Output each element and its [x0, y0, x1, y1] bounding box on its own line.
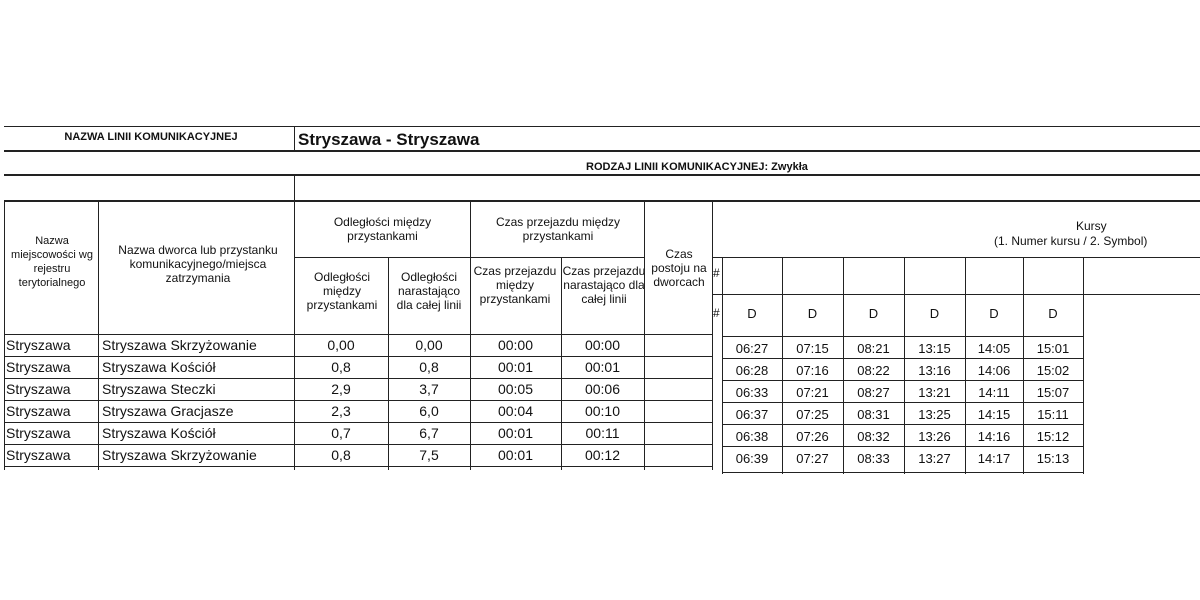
cell-cumulative-distance: 0,8: [419, 359, 439, 375]
cell-departure-time: 15:02: [1036, 363, 1070, 378]
cell-departure-time: 07:15: [796, 341, 829, 356]
grid-line: [904, 257, 905, 474]
header-stop: Nazwa dworca lub przystanku komunikacyjnego/miejsca zatrzymania: [118, 243, 278, 285]
cell-cumulative-time: 00:11: [585, 425, 620, 441]
grid-line: [4, 356, 712, 357]
grid-line: [4, 466, 712, 467]
cell-departure-time: 08:33: [857, 451, 890, 466]
cell-departure-time: 07:16: [796, 363, 829, 378]
cell-departure-time: 13:15: [918, 341, 951, 356]
cell-departure-time: 15:07: [1036, 385, 1070, 400]
cell-departure-time: 06:37: [735, 407, 769, 422]
grid-line: [294, 257, 644, 258]
grid-line: [712, 257, 1200, 258]
cell-cumulative-time: 00:10: [584, 403, 621, 419]
cell-cumulative-time: 00:01: [584, 359, 621, 375]
cell-departure-time: 14:17: [977, 451, 1011, 466]
cell-locality: Stryszawa: [6, 403, 71, 419]
grid-line: [965, 257, 966, 474]
course-symbol: D: [868, 306, 879, 321]
grid-line: [722, 446, 1083, 447]
grid-line: [4, 422, 712, 423]
courses-title: Kursy: [1076, 219, 1107, 233]
header-stop-time: Czas postoju na dworcach: [651, 247, 707, 289]
header-distances: Odległości między przystankami: [333, 215, 432, 243]
cell-departure-time: 07:25: [796, 407, 829, 422]
course-symbol: D: [807, 306, 818, 321]
hash-mark-1: #: [713, 266, 720, 280]
header-time-cumulative: Czas przejazdu narastająco dla całej linii: [562, 264, 646, 306]
header-dist-between: Odległości między przystankami: [306, 270, 378, 312]
cell-departure-time: 06:27: [735, 341, 769, 356]
cell-travel-time: 00:00: [497, 337, 534, 353]
cell-departure-time: 06:39: [735, 451, 769, 466]
grid-line: [4, 334, 712, 335]
cell-locality: Stryszawa: [6, 425, 71, 441]
cell-departure-time: 07:21: [796, 385, 829, 400]
grid-line: [561, 257, 562, 470]
cell-departure-time: 13:25: [918, 407, 951, 422]
grid-line: [722, 424, 1083, 425]
grid-line: [644, 200, 645, 470]
cell-travel-time: 00:05: [497, 381, 534, 397]
cell-distance: 0,00: [327, 337, 355, 353]
grid-line: [782, 257, 783, 474]
grid-line: [294, 200, 295, 470]
grid-line: [4, 150, 1200, 152]
cell-cumulative-distance: 3,7: [419, 381, 439, 397]
cell-cumulative-distance: 0,00: [415, 337, 443, 353]
cell-stop: Stryszawa Kościół: [102, 359, 216, 375]
grid-line: [294, 126, 295, 150]
header-dist-cumulative: Odległości narastająco dla całej linii: [396, 270, 462, 312]
grid-line: [1023, 257, 1024, 474]
cell-distance: 2,9: [331, 381, 351, 397]
cell-locality: Stryszawa: [6, 337, 71, 353]
cell-cumulative-distance: 6,0: [419, 403, 439, 419]
cell-departure-time: 07:27: [796, 451, 829, 466]
grid-line: [4, 400, 712, 401]
cell-distance: 0,8: [331, 359, 351, 375]
grid-line: [722, 257, 723, 474]
cell-locality: Stryszawa: [6, 359, 71, 375]
cell-travel-time: 00:04: [497, 403, 534, 419]
cell-stop: Stryszawa Gracjasze: [102, 403, 234, 419]
grid-line: [722, 358, 1083, 359]
cell-departure-time: 08:32: [857, 429, 890, 444]
grid-line: [722, 380, 1083, 381]
grid-line: [4, 126, 1200, 127]
cell-departure-time: 15:01: [1036, 341, 1070, 356]
line-name-value: Stryszawa - Stryszawa: [298, 130, 480, 149]
grid-line: [722, 402, 1083, 403]
grid-line: [843, 257, 844, 474]
grid-line: [722, 336, 1083, 337]
grid-line: [98, 200, 99, 470]
cell-departure-time: 13:21: [918, 385, 951, 400]
cell-departure-time: 07:26: [796, 429, 829, 444]
cell-departure-time: 06:33: [735, 385, 769, 400]
cell-stop: Stryszawa Steczki: [102, 381, 216, 397]
cell-departure-time: 14:16: [977, 429, 1011, 444]
grid-line: [722, 472, 1083, 473]
cell-cumulative-time: 00:06: [584, 381, 621, 397]
cell-stop: Stryszawa Skrzyżowanie: [102, 337, 257, 353]
grid-line: [712, 200, 713, 470]
header-locality: Nazwa miejscowości wg rejestru terytorialnego: [11, 235, 93, 289]
cell-locality: Stryszawa: [6, 447, 71, 463]
line-name-label: NAZWA LINII KOMUNIKACYJNEJ: [64, 131, 238, 143]
cell-departure-time: 14:06: [977, 363, 1011, 378]
grid-line: [1083, 257, 1084, 474]
course-symbol: D: [1048, 306, 1058, 321]
cell-distance: 2,3: [331, 403, 351, 419]
cell-departure-time: 14:11: [978, 385, 1010, 400]
header-time-between: Czas przejazdu między przystankami: [473, 264, 557, 306]
cell-cumulative-distance: 7,5: [419, 447, 439, 463]
cell-departure-time: 15:13: [1036, 451, 1070, 466]
line-type-label: RODZAJ LINII KOMUNIKACYJNEJ: Zwykła: [586, 161, 808, 173]
cell-departure-time: 06:38: [735, 429, 769, 444]
hash-mark-2: #: [713, 306, 720, 320]
grid-line: [470, 200, 471, 470]
courses-subtitle: (1. Numer kursu / 2. Symbol): [994, 234, 1148, 248]
cell-departure-time: 13:26: [918, 429, 951, 444]
grid-line: [4, 378, 712, 379]
cell-departure-time: 14:05: [977, 341, 1011, 356]
cell-departure-time: 15:12: [1036, 429, 1070, 444]
cell-departure-time: 08:21: [857, 341, 890, 356]
cell-departure-time: 13:27: [918, 451, 951, 466]
cell-departure-time: 06:28: [735, 363, 769, 378]
cell-departure-time: 08:27: [857, 385, 890, 400]
grid-line: [4, 174, 1200, 176]
grid-line: [388, 257, 389, 470]
cell-distance: 0,7: [331, 425, 351, 441]
cell-departure-time: 15:11: [1037, 407, 1069, 422]
grid-line: [712, 294, 1200, 295]
header-travel-time: Czas przejazdu między przystankami: [495, 215, 621, 243]
cell-travel-time: 00:01: [497, 359, 534, 375]
cell-departure-time: 14:15: [977, 407, 1011, 422]
course-symbol: D: [929, 306, 940, 321]
grid-line: [4, 200, 5, 470]
grid-line: [4, 200, 1200, 202]
grid-line: [4, 444, 712, 445]
cell-cumulative-time: 00:12: [584, 447, 621, 463]
course-symbol: D: [747, 306, 757, 321]
cell-departure-time: 08:22: [857, 363, 890, 378]
cell-locality: Stryszawa: [6, 381, 71, 397]
cell-departure-time: 13:16: [918, 363, 951, 378]
course-symbol: D: [989, 306, 999, 321]
cell-travel-time: 00:01: [497, 447, 534, 463]
cell-distance: 0,8: [331, 447, 351, 463]
cell-travel-time: 00:01: [497, 425, 534, 441]
cell-cumulative-distance: 6,7: [419, 425, 439, 441]
cell-stop: Stryszawa Kościół: [102, 425, 216, 441]
cell-departure-time: 08:31: [857, 407, 890, 422]
cell-cumulative-time: 00:00: [584, 337, 621, 353]
cell-stop: Stryszawa Skrzyżowanie: [102, 447, 257, 463]
